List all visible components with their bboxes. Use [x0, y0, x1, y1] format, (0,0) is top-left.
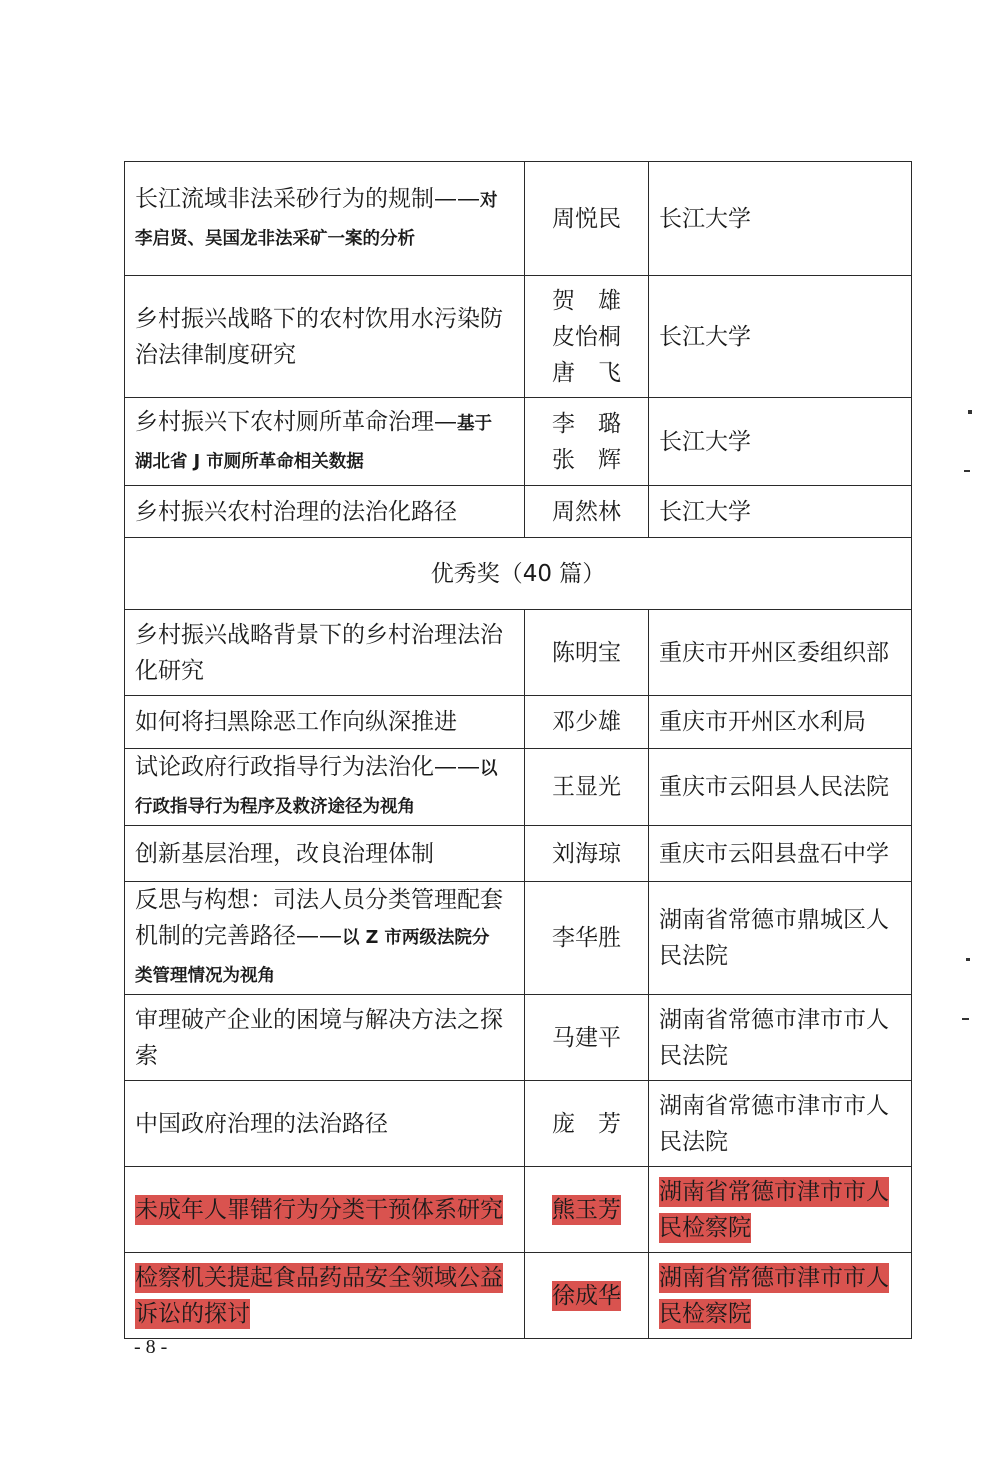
paper-title: 乡村振兴战略下的农村饮用水污染防治法律制度研究 [135, 305, 503, 368]
author-name: 徐成华 [552, 1282, 621, 1309]
paper-title-cell [125, 276, 525, 398]
paper-subtitle: 以 [480, 759, 498, 779]
table-row [125, 486, 912, 538]
paper-title: 审理破产企业的困境与解决方法之探索 [135, 1006, 503, 1069]
organization-cell [649, 882, 912, 995]
author-name: 李 璐 [552, 410, 621, 437]
author-cell [525, 610, 649, 696]
organization-cell [649, 995, 912, 1081]
paper-title-cell [125, 696, 525, 749]
paper-title: 乡村振兴下农村厕所革命治理— [135, 408, 457, 435]
paper-title-cell [125, 610, 525, 696]
author-name: 周悦民 [552, 205, 621, 232]
author-cell [525, 1081, 649, 1167]
table-row [125, 826, 912, 882]
author-name: 马建平 [552, 1024, 621, 1051]
paper-subtitle: 以 Z 市两级法院分 [342, 928, 490, 948]
paper-subtitle: 对 [480, 190, 498, 211]
table-row [125, 610, 912, 696]
paper-title: 未成年人罪错行为分类干预体系研究 [135, 1196, 503, 1223]
organization-cell [649, 162, 912, 276]
author-name: 庞 芳 [552, 1110, 621, 1137]
paper-subtitle: 湖北省 J 市厕所革命相关数据 [135, 451, 364, 472]
organization-cell [649, 696, 912, 749]
organization-cell [649, 749, 912, 826]
organization-cell [649, 1081, 912, 1167]
organization-name: 湖南省常德市鼎城区人民法院 [659, 907, 889, 969]
organization-name: 湖南省常德市津市市人民法院 [659, 1092, 889, 1155]
table-row [125, 995, 912, 1081]
scan-speck [962, 1018, 969, 1020]
organization-name: 长江大学 [659, 323, 751, 350]
paper-title-cell [125, 162, 525, 276]
author-name: 刘海琼 [552, 840, 621, 867]
author-cell [525, 1167, 649, 1253]
author-name: 李华胜 [552, 925, 621, 951]
author-cell [525, 276, 649, 398]
paper-title: 如何将扫黑除恶工作向纵深推进 [135, 709, 457, 735]
paper-title-cell [125, 486, 525, 538]
author-cell [525, 749, 649, 826]
author-cell [525, 882, 649, 995]
table-row [125, 398, 912, 486]
organization-cell [649, 826, 912, 882]
page-number: - 8 - [134, 1336, 168, 1358]
organization-name: 长江大学 [659, 205, 751, 232]
organization-name: 湖南省常德市津市市人民法院 [659, 1006, 889, 1069]
paper-subtitle: 基于 [457, 413, 492, 434]
paper-title-cell [125, 1167, 525, 1253]
author-name: 周然林 [552, 498, 621, 525]
paper-title: 反思与构想：司法人员分类管理配套机制的完善路径—— [135, 887, 503, 949]
paper-title-cell [125, 882, 525, 995]
scan-speck [966, 958, 970, 961]
paper-subtitle: 李启贤、吴国龙非法采矿一案的分析 [135, 228, 415, 249]
table-row [125, 696, 912, 749]
paper-title: 试论政府行政指导行为法治化—— [135, 754, 480, 780]
author-name: 贺 雄 [552, 287, 621, 314]
table-row [125, 882, 912, 995]
section-title: 优秀奖（40 篇） [125, 538, 912, 610]
organization-name: 长江大学 [659, 428, 751, 455]
organization-name: 长江大学 [659, 498, 751, 525]
organization-name: 湖南省常德市津市市人民检察院 [659, 1178, 889, 1241]
table-row [125, 1081, 912, 1167]
table-row [125, 276, 912, 398]
scan-speck [968, 410, 972, 414]
author-cell [525, 696, 649, 749]
scan-speck [964, 470, 970, 472]
paper-title: 乡村振兴战略背景下的乡村治理法治化研究 [135, 621, 503, 684]
paper-title-cell [125, 1081, 525, 1167]
organization-name: 湖南省常德市津市市人民检察院 [659, 1264, 889, 1327]
table-row [125, 1167, 912, 1253]
organization-cell [649, 610, 912, 696]
paper-title: 长江流域非法采砂行为的规制—— [135, 185, 480, 212]
author-name: 张 辉 [552, 446, 621, 473]
organization-name: 重庆市云阳县人民法院 [659, 774, 889, 800]
author-name: 唐 飞 [552, 359, 621, 386]
section-header-row [125, 538, 912, 610]
organization-cell [649, 1167, 912, 1253]
author-cell [525, 995, 649, 1081]
organization-cell [649, 1253, 912, 1339]
paper-title: 创新基层治理，改良治理体制 [135, 840, 434, 867]
awards-table [124, 161, 912, 1339]
author-cell [525, 826, 649, 882]
organization-cell [649, 276, 912, 398]
author-cell [525, 486, 649, 538]
paper-title-cell [125, 749, 525, 826]
table-row [125, 1253, 912, 1339]
paper-title: 乡村振兴农村治理的法治化路径 [135, 498, 457, 525]
organization-name: 重庆市开州区水利局 [659, 709, 866, 735]
paper-subtitle: 行政指导行为程序及救济途径为视角 [135, 797, 415, 817]
paper-title-cell [125, 398, 525, 486]
paper-title: 中国政府治理的法治路径 [135, 1110, 388, 1137]
organization-cell [649, 398, 912, 486]
author-name: 熊玉芳 [552, 1196, 621, 1223]
paper-title-cell [125, 995, 525, 1081]
author-name: 王显光 [552, 774, 621, 800]
table-row [125, 749, 912, 826]
paper-title-cell [125, 826, 525, 882]
author-cell [525, 162, 649, 276]
author-cell [525, 398, 649, 486]
organization-name: 重庆市开州区委组织部 [659, 639, 889, 666]
author-name: 邓少雄 [552, 709, 621, 735]
author-cell [525, 1253, 649, 1339]
paper-title: 检察机关提起食品药品安全领域公益诉讼的探讨 [135, 1264, 503, 1327]
author-name: 皮怡桐 [552, 323, 621, 350]
paper-subtitle: 类管理情况为视角 [135, 966, 275, 986]
author-name: 陈明宝 [552, 639, 621, 666]
table-row [125, 162, 912, 276]
organization-cell [649, 486, 912, 538]
paper-title-cell [125, 1253, 525, 1339]
organization-name: 重庆市云阳县盘石中学 [659, 840, 889, 867]
